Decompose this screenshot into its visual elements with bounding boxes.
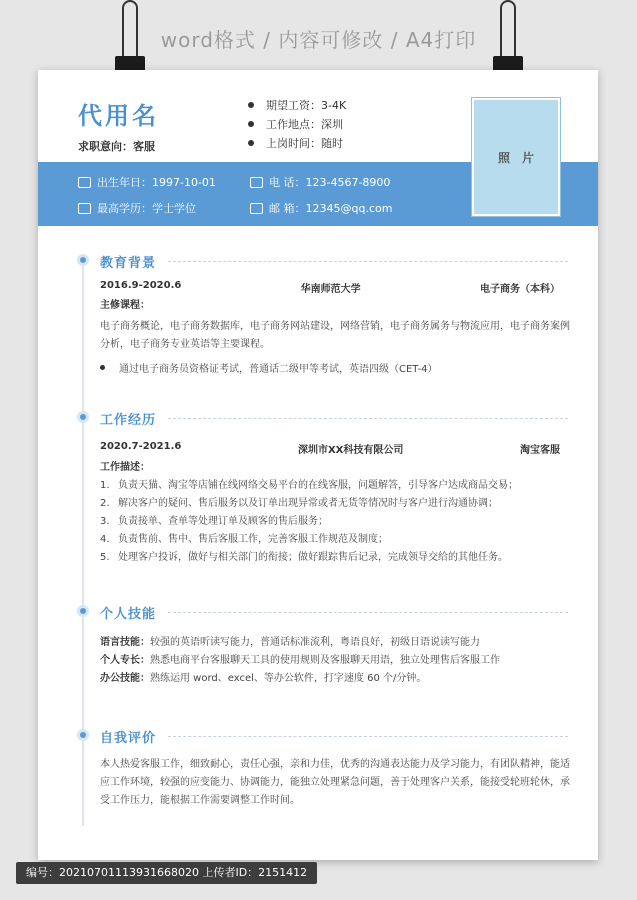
section-dot: [77, 729, 89, 741]
section-divider: [168, 418, 568, 419]
job-position: 淘宝客服: [520, 445, 560, 456]
education-level-item: [78, 200, 196, 216]
graduation-icon: [78, 203, 91, 214]
email-item: [250, 200, 392, 216]
self-eval-text: 本人热爱客服工作，细致耐心，责任心强，亲和力佳，优秀的沟通表达能力及学习能力，有团队精神，能适应工作环境，较强的应变能力、协调能力，能独立处理紧急问题，善于处理客户关系，能接受轮班轮休，承受工作压力，能根据工作需要调整工作时间。: [100, 759, 570, 806]
birth-item: [78, 174, 216, 190]
banner-title: word格式 / 内容可修改 / A4打印: [160, 28, 477, 52]
skills-title: 个人技能: [100, 607, 157, 622]
list-item: 3. 负责接单、查单等处理订单及顾客的售后服务；: [100, 516, 328, 527]
certificate-item: [100, 360, 437, 375]
work-period: 2020.7-2021.6: [100, 441, 182, 452]
phone-item: [250, 174, 390, 190]
major: 电子商务（本科）: [479, 284, 560, 295]
list-item: 4. 负责售前、售中、售后客服工作，完善客服工作规范及制度；: [100, 534, 388, 545]
section-divider: [168, 261, 568, 262]
section-divider: [168, 612, 568, 613]
bullet-icon: [100, 365, 105, 370]
work-location: 工作地点：深圳: [248, 115, 346, 134]
education-title: 教育背景: [100, 256, 157, 271]
top-info-list: [248, 96, 346, 153]
job-intent: 求职意向：客服: [78, 140, 155, 153]
skill-language: 语言技能：较强的英语听读写能力，普通话标准流利，粤语良好，初级日语说读写能力: [100, 637, 480, 648]
school-name: 华南师范大学: [300, 284, 361, 295]
phone-number: 电 话：123-4567-8900: [269, 176, 391, 189]
mail-icon: [250, 203, 263, 214]
list-item: 1. 负责天猫、淘宝等店铺在线网络交易平台的在线客服，问题解答，引导客户达成商品交易；: [100, 480, 518, 491]
calendar-icon: [78, 177, 91, 188]
skill-specialty: 个人专长：熟悉电商平台客服聊天工具的使用规则及客服聊天用语，独立处理售后客服工作: [100, 655, 500, 666]
resume-page: [38, 70, 598, 860]
work-row: [100, 441, 560, 456]
courses-text: 电子商务概论，电子商务数据库，电子商务网站建设，网络营销，电子商务属务与物流应用，电子商务案例分析，电子商务专业英语等主要课程。: [100, 321, 570, 350]
education-period: 2016.9-2020.6: [100, 280, 182, 291]
education-level: 最高学历：学士学位: [97, 202, 196, 215]
company-name: 深圳市XX科技有限公司: [297, 445, 404, 456]
list-item: 5. 处理客户投诉，做好与相关部门的衔接；做好跟踪售后记录，完成领导交给的其他任务。: [100, 552, 508, 563]
section-dot: [77, 605, 89, 617]
certificate-text: 通过电子商务员资格证考试，普通话二级甲等考试，英语四级（CET-4）: [119, 364, 438, 375]
section-divider: [168, 736, 568, 737]
birth-date: 出生年日：1997-10-01: [97, 176, 216, 189]
section-dot: [77, 411, 89, 423]
work-desc-label: 工作描述：: [100, 462, 150, 473]
phone-icon: [250, 177, 263, 188]
courses-label: 主修课程：: [100, 300, 150, 311]
expected-salary: 期望工资：3-4K: [248, 96, 346, 115]
duty-list: [100, 477, 570, 567]
start-time: 上岗时间：随时: [248, 134, 346, 153]
education-row: [100, 280, 560, 295]
photo-placeholder: 照片: [472, 98, 560, 216]
list-item: 2. 解决客户的疑问、售后服务以及订单出现异常或者无货等情况时与客户进行沟通协调；: [100, 498, 498, 509]
section-dot: [77, 254, 89, 266]
work-title: 工作经历: [100, 413, 157, 428]
skill-office: 办公技能：熟练运用 word、excel、等办公软件，打字速度 60 个/分钟。: [100, 673, 427, 684]
candidate-name: 代用名: [78, 102, 159, 130]
footer-id-bar: 编号：20210701113931668020 上传者ID：2151412: [16, 862, 317, 884]
self-eval-title: 自我评价: [100, 731, 157, 746]
email-address: 邮 箱：12345@qq.com: [269, 202, 393, 215]
